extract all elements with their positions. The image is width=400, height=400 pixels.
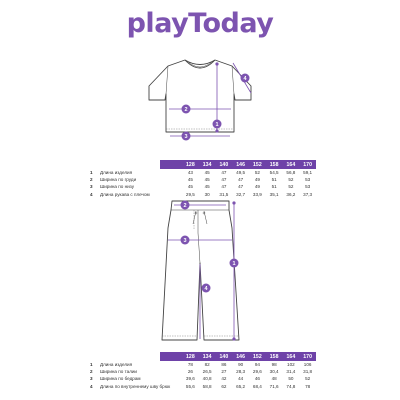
pants-marker-2-label: 2 [183,203,187,209]
table-cell: 45 [204,170,210,176]
table-cell: 45 [204,184,210,190]
size-header: 170 [303,161,312,168]
row-number: 2 [90,369,93,375]
tshirt-marker-1-label: 1 [215,122,219,128]
table-cell: 50 [288,376,294,382]
table-cell: 46 [254,376,260,382]
table-cell: 37,3 [303,191,313,197]
size-header: 158 [269,353,279,360]
table-cell: 52 [254,170,260,176]
table-row [90,375,316,382]
pants-marker-1 [230,259,239,268]
table-cell: 33,9 [252,191,262,197]
table-row [90,176,316,183]
table-row [90,368,316,375]
table-cell: 48 [271,376,277,382]
table-cell: 31,4 [286,369,296,375]
table-cell: 59,1 [303,170,313,176]
size-header: 128 [186,353,195,360]
tshirt-marker-3-label: 3 [184,134,188,140]
row-label: Ширина по бедрам [100,376,141,382]
table-cell: 49 [254,177,260,183]
table-cell: 74,8 [286,383,296,389]
size-header: 152 [253,161,262,168]
table-cell: 52 [305,376,311,382]
table-cell: 36,2 [286,191,296,197]
table-cell: 26,5 [202,369,212,375]
row-label: Длина изделия [100,170,133,176]
pants-size-table [90,352,316,390]
size-header: 164 [286,353,296,360]
pants-marker-3-label: 3 [183,238,187,244]
table-cell: 54,5 [269,170,279,176]
tshirt-size-table [90,160,316,198]
pants-drawing [162,201,239,341]
table-cell: 31,8 [303,369,313,375]
size-header: 152 [253,353,262,360]
table-cell: 42 [221,376,227,382]
table-cell: 65,2 [236,383,246,389]
size-header: 146 [236,353,245,360]
table-cell: 51 [271,177,277,183]
table-cell: 58,8 [202,383,212,389]
row-number: 1 [90,362,93,368]
pants-marker-4-label: 4 [204,286,208,292]
tshirt-marker-4-label: 4 [243,76,247,82]
row-label: Длина рукава с плечом [100,191,150,197]
table-cell: 32,7 [236,191,246,197]
table-cell: 47 [221,184,227,190]
table-cell: 31,5 [219,191,229,197]
table-cell: 102 [287,362,295,368]
table-cell: 90 [238,362,244,368]
table-cell: 86 [221,362,227,368]
table-cell: 43 [187,170,193,176]
table-row [90,361,316,368]
tshirt-marker-1 [213,120,222,129]
tshirt-marker-3 [182,132,191,141]
table-cell: 39,6 [185,376,195,382]
table-cell: 47 [221,177,227,183]
table-cell: 29,6 [252,369,262,375]
table-cell: 45 [187,177,193,183]
table-cell: 62 [221,383,227,389]
table-cell: 47 [238,177,244,183]
tshirt-marker-4 [241,74,250,83]
brand-logo: playToday [126,8,274,39]
table-cell: 49,5 [236,170,246,176]
row-number: 4 [90,383,93,389]
table-cell: 51 [271,184,277,190]
table-cell: 53 [305,177,311,183]
size-header: 134 [202,353,212,360]
row-label: Ширина по груди [100,177,137,183]
table-cell: 49 [254,184,260,190]
size-header: 140 [219,161,229,168]
row-number: 2 [90,177,93,183]
size-header: 164 [286,161,296,168]
tshirt-drawing [149,60,251,141]
table-cell: 68,4 [252,383,262,389]
table-row [90,191,316,198]
table-cell: 78 [305,383,311,389]
table-cell: 71,6 [269,383,279,389]
table-cell: 45 [187,184,193,190]
pants-marker-3 [181,236,190,245]
table-cell: 56,8 [286,170,296,176]
table-cell: 35,1 [269,191,279,197]
tshirt-marker-2-label: 2 [184,107,188,113]
pants-marker-1-label: 1 [232,261,236,267]
row-label: Ширина по талии [100,369,138,375]
table-cell: 44 [238,376,244,382]
table-cell: 26 [187,369,193,375]
table-cell: 28,3 [236,369,246,375]
table-cell: 52 [288,184,294,190]
table-cell: 82 [204,362,210,368]
table-cell: 29,5 [185,191,195,197]
tshirt-marker-2 [182,105,191,114]
tshirt-size-header [90,160,316,169]
pants-marker-4 [202,284,211,293]
row-label: Длина изделия [100,362,133,368]
table-cell: 94 [254,362,260,368]
table-cell: 78 [187,362,193,368]
table-row [90,169,316,176]
size-header: 170 [303,353,312,360]
size-header: 128 [186,161,195,168]
table-cell: 47 [238,184,244,190]
row-number: 3 [90,376,93,382]
table-cell: 98 [271,362,277,368]
row-number: 3 [90,184,93,190]
row-label: Ширина по низу [100,184,135,190]
table-cell: 55,6 [185,383,195,389]
row-label: Длина по внутреннему шву брюк [100,383,171,389]
table-cell: 40,8 [202,376,212,382]
pants-size-header [90,352,316,361]
size-header: 134 [202,161,212,168]
table-cell: 30 [204,191,210,197]
row-number: 4 [90,191,93,197]
table-row [90,383,316,390]
table-row [90,183,316,190]
table-cell: 106 [303,362,312,368]
size-header: 140 [219,353,229,360]
size-header: 158 [269,161,279,168]
table-cell: 52 [288,177,294,183]
row-number: 1 [90,170,93,176]
pants-marker-2 [181,201,190,210]
table-cell: 30,4 [269,369,279,375]
table-cell: 45 [204,177,210,183]
table-cell: 27 [221,369,227,375]
table-cell: 47 [221,170,227,176]
size-header: 146 [236,161,245,168]
table-cell: 53 [305,184,311,190]
